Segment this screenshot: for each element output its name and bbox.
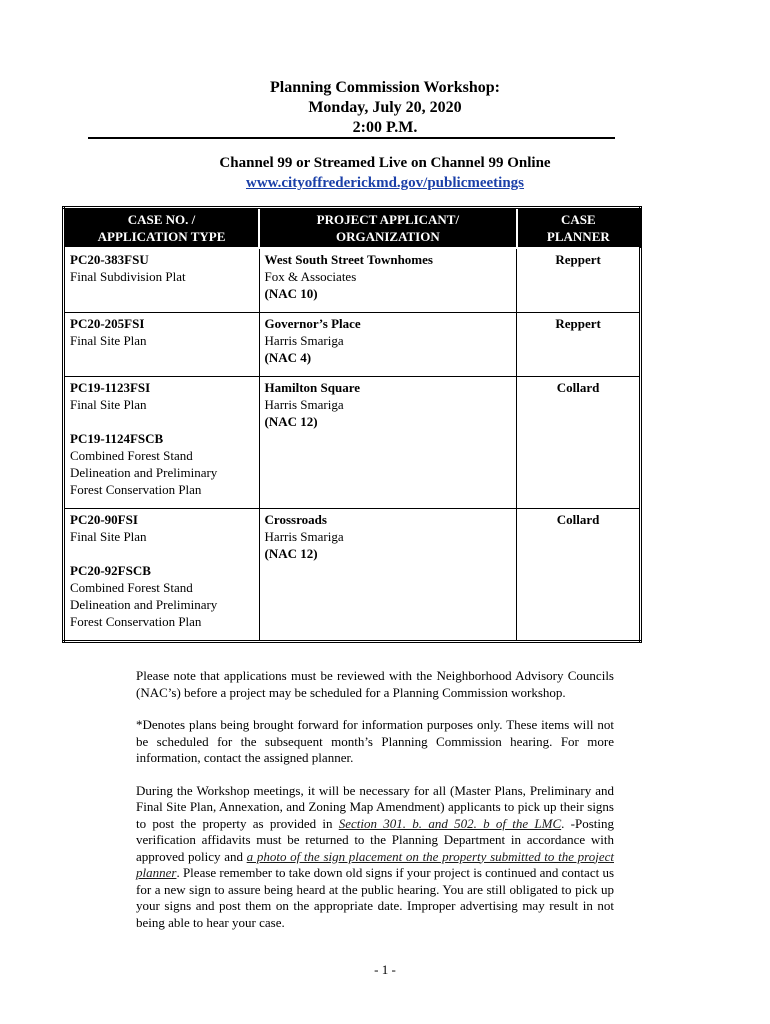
application-type-secondary-line2: Delineation and Preliminary — [70, 597, 218, 612]
planner-cell: Reppert — [517, 248, 641, 313]
application-type: Final Site Plan — [70, 397, 147, 412]
application-type-secondary-line1: Combined Forest Stand — [70, 580, 193, 595]
case-number: PC20-90FSI — [70, 512, 138, 527]
project-cell — [259, 313, 517, 377]
document-title — [0, 78, 770, 138]
notes-section — [136, 668, 614, 947]
title-date: Monday, July 20, 2020 — [308, 99, 462, 116]
application-type-secondary-line2: Delineation and Preliminary — [70, 465, 218, 480]
information-purposes-note: *Denotes plans being brought forward for information purposes only. These items will not be scheduled for the subsequent month’s Planning Commission hearing. For more information, contact the assigned planner. — [136, 717, 614, 765]
application-type-secondary-line3: Forest Conservation Plan — [70, 614, 202, 629]
broadcast-info — [0, 153, 770, 193]
case-number: PC20-383FSU — [70, 252, 149, 267]
applicant-name: Harris Smariga — [264, 333, 344, 348]
applicant-name: Harris Smariga — [264, 397, 344, 412]
application-type: Final Site Plan — [70, 529, 147, 544]
project-name: Governor’s Place — [264, 316, 361, 331]
application-type: Final Subdivision Plat — [70, 269, 186, 284]
case-number: PC20-205FSI — [70, 316, 145, 331]
case-cell — [64, 377, 260, 509]
case-cell — [64, 509, 260, 642]
channel-text: Channel 99 or Streamed Live on Channel 99 Online — [219, 155, 551, 171]
case-cell — [64, 313, 260, 377]
case-cell — [64, 248, 260, 313]
nac-number: (NAC 4) — [264, 350, 312, 365]
project-name: Crossroads — [264, 512, 327, 527]
table-row — [64, 313, 641, 377]
table-row — [64, 248, 641, 313]
application-type: Final Site Plan — [70, 333, 147, 348]
project-cell — [259, 377, 517, 509]
sign-photo-link[interactable]: a photo of the sign placement on the property submitted to the project planner — [136, 848, 614, 880]
project-cell — [259, 248, 517, 313]
title-divider — [88, 137, 615, 139]
nac-number: (NAC 12) — [264, 546, 318, 561]
workshop-schedule-table — [62, 206, 642, 643]
project-name: Hamilton Square — [264, 380, 360, 395]
header-case-planner: CASE PLANNER — [517, 208, 641, 249]
application-type-secondary-line3: Forest Conservation Plan — [70, 482, 202, 497]
nac-number: (NAC 10) — [264, 286, 318, 301]
case-number: PC19-1123FSI — [70, 380, 151, 395]
header-project-applicant: PROJECT APPLICANT/ ORGANIZATION — [259, 208, 517, 249]
project-name: West South Street Townhomes — [264, 252, 433, 267]
application-type-secondary-line1: Combined Forest Stand — [70, 448, 193, 463]
project-cell — [259, 509, 517, 642]
nac-number: (NAC 12) — [264, 414, 318, 429]
planner-cell: Collard — [517, 377, 641, 509]
title-line-1: Planning Commission Workshop: — [270, 79, 500, 96]
page-number: - 1 - — [374, 962, 396, 977]
header-case-no: CASE NO. / APPLICATION TYPE — [64, 208, 260, 249]
planner-cell: Reppert — [517, 313, 641, 377]
table-row — [64, 509, 641, 642]
table-header-row — [64, 208, 641, 249]
case-number-secondary: PC19-1124FSCB — [70, 431, 164, 446]
title-time: 2:00 P.M. — [352, 119, 418, 136]
lmc-section-link[interactable]: Section 301. b. and 502. b of the LMC — [338, 815, 562, 831]
applicant-name: Fox & Associates — [264, 269, 357, 284]
case-number-secondary: PC20-92FSCB — [70, 563, 151, 578]
planner-cell: Collard — [517, 509, 641, 642]
applicant-name: Harris Smariga — [264, 529, 344, 544]
sign-posting-note: During the Workshop meetings, it will be necessary for all (Master Plans, Preliminary and Final Site Plan, Annexation, and Zoning Map Amendment) applicants to pick up their signs to post the property as provided in Section 301. b. and 502. b of the LMC. -Posting verification affidavits must be returned to the Planning Department in accordance with approved policy and a photo of the sign placement on the property submitted to the project planner. Please remember to take down old signs if your project is continued and contact us for a new sign to assure being heard at the public hearing. You are still obligated to pick up your signs and post them on the appropriate date. Improper advertising may result in not being able to hear your case. — [136, 782, 615, 930]
public-meetings-link[interactable]: www.cityoffrederickmd.gov/publicmeetings — [245, 175, 525, 191]
nac-review-note: Please note that applications must be reviewed with the Neighborhood Advisory Councils (NAC’s) before a project may be scheduled for a Planning Commission workshop. — [136, 668, 614, 700]
table-row — [64, 377, 641, 509]
